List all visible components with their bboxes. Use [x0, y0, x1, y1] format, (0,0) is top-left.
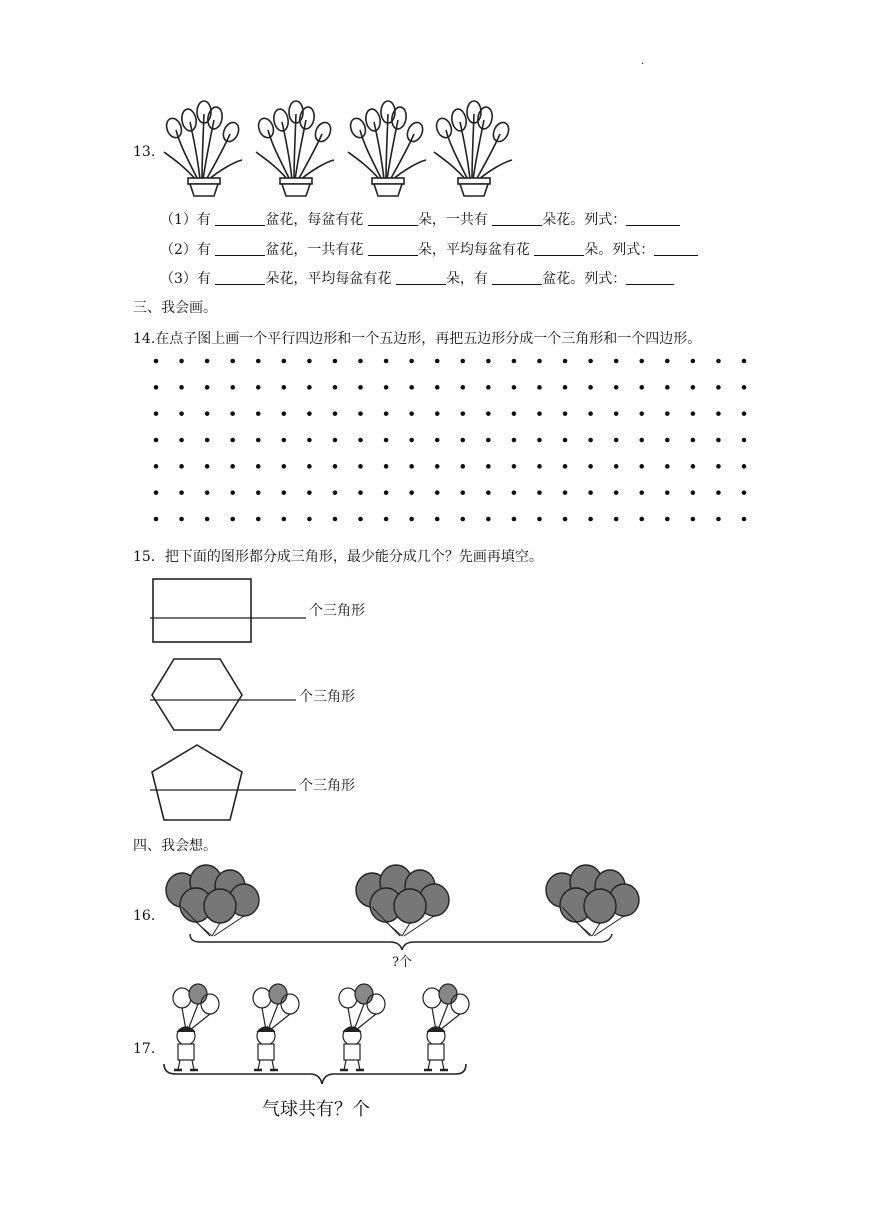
grid-dot[interactable]: [512, 517, 517, 522]
grid-dot[interactable]: [358, 517, 363, 522]
grid-dot[interactable]: [409, 490, 414, 495]
blank[interactable]: [368, 241, 418, 256]
grid-dot[interactable]: [742, 411, 747, 416]
grid-dot[interactable]: [691, 385, 696, 390]
grid-dot[interactable]: [435, 490, 440, 495]
grid-dot[interactable]: [742, 385, 747, 390]
blank[interactable]: [626, 270, 674, 285]
grid-dot[interactable]: [256, 359, 261, 364]
grid-dot[interactable]: [716, 438, 721, 443]
q15-text: 15．把下面的图形都分成三角形，最少能分成几个？先画再填空。: [133, 549, 543, 565]
grid-dot[interactable]: [409, 517, 414, 522]
grid-dot[interactable]: [563, 411, 568, 416]
pentagon-shape: [150, 742, 300, 826]
grid-dot[interactable]: [333, 411, 338, 416]
grid-dot[interactable]: [435, 517, 440, 522]
grid-dot[interactable]: [205, 517, 210, 522]
grid-dot[interactable]: [230, 411, 235, 416]
grid-dot[interactable]: [409, 438, 414, 443]
grid-dot[interactable]: [307, 385, 312, 390]
grid-dot[interactable]: [512, 490, 517, 495]
grid-dot[interactable]: [716, 359, 721, 364]
grid-dot[interactable]: [486, 438, 491, 443]
blank[interactable]: [396, 270, 446, 285]
grid-dot[interactable]: [742, 438, 747, 443]
grid-dot[interactable]: [409, 464, 414, 469]
grid-dot[interactable]: [742, 517, 747, 522]
grid-dot[interactable]: [307, 490, 312, 495]
grid-dot[interactable]: [537, 359, 542, 364]
grid-dot[interactable]: [691, 517, 696, 522]
grid-dot[interactable]: [358, 490, 363, 495]
grid-dot[interactable]: [588, 517, 593, 522]
grid-dot[interactable]: [563, 490, 568, 495]
grid-dot[interactable]: [333, 517, 338, 522]
grid-dot[interactable]: [537, 411, 542, 416]
section-3-heading: 三、我会画。: [133, 300, 217, 316]
grid-dot[interactable]: [614, 359, 619, 364]
grid-dot[interactable]: [435, 359, 440, 364]
grid-dot[interactable]: [460, 517, 465, 522]
q13-line-1: （1）有 盆花，每盆有花 朵，一共有 朵花。列式：: [160, 209, 680, 229]
grid-dot[interactable]: [230, 464, 235, 469]
q17-brace-label: 气球共有？个: [262, 1099, 370, 1120]
grid-dot[interactable]: [665, 411, 670, 416]
page-dot: .: [641, 56, 645, 67]
grid-dot[interactable]: [512, 464, 517, 469]
grid-dot[interactable]: [716, 385, 721, 390]
rectangle-shape: [150, 576, 310, 644]
grid-dot[interactable]: [665, 490, 670, 495]
grid-dot[interactable]: [358, 359, 363, 364]
grid-dot[interactable]: [282, 517, 287, 522]
grid-dot[interactable]: [614, 411, 619, 416]
grid-dot[interactable]: [665, 385, 670, 390]
grid-dot[interactable]: [333, 490, 338, 495]
q14-text: 14.在点子图上画一个平行四边形和一个五边形，再把五边形分成一个三角形和一个四边形。: [133, 331, 702, 347]
grid-dot[interactable]: [460, 464, 465, 469]
grid-dot[interactable]: [435, 385, 440, 390]
grid-dot[interactable]: [460, 411, 465, 416]
grid-dot[interactable]: [230, 517, 235, 522]
blank[interactable]: [215, 270, 265, 285]
grid-dot[interactable]: [282, 359, 287, 364]
grid-dot[interactable]: [384, 359, 389, 364]
grid-dot[interactable]: [537, 490, 542, 495]
q13-line-2: （2）有 盆花，一共有花 朵，平均每盆有花 朵。列式：: [160, 239, 698, 259]
grid-dot[interactable]: [563, 385, 568, 390]
grid-dot[interactable]: [256, 490, 261, 495]
grid-dot[interactable]: [614, 464, 619, 469]
grid-dot[interactable]: [307, 517, 312, 522]
grid-dot[interactable]: [435, 411, 440, 416]
grid-dot[interactable]: [588, 490, 593, 495]
blank[interactable]: [215, 211, 265, 226]
grid-dot[interactable]: [716, 517, 721, 522]
grid-dot[interactable]: [742, 464, 747, 469]
grid-dot[interactable]: [409, 359, 414, 364]
grid-dot[interactable]: [333, 385, 338, 390]
grid-dot[interactable]: [179, 517, 184, 522]
flower-pots-image: [158, 100, 518, 198]
grid-dot[interactable]: [282, 438, 287, 443]
grid-dot[interactable]: [716, 490, 721, 495]
blank[interactable]: [534, 241, 584, 256]
grid-dot[interactable]: [563, 359, 568, 364]
grid-dot[interactable]: [333, 438, 338, 443]
grid-dot[interactable]: [691, 411, 696, 416]
grid-dot[interactable]: [256, 464, 261, 469]
grid-dot[interactable]: [230, 359, 235, 364]
section-4-heading: 四、我会想。: [133, 838, 217, 854]
grid-dot[interactable]: [384, 490, 389, 495]
grid-dot[interactable]: [282, 490, 287, 495]
grid-dot[interactable]: [205, 385, 210, 390]
q15-hex-label: 个三角形: [299, 689, 355, 705]
grid-dot[interactable]: [282, 411, 287, 416]
grid-dot[interactable]: [512, 385, 517, 390]
grid-dot[interactable]: [307, 438, 312, 443]
grid-dot[interactable]: [460, 385, 465, 390]
blank[interactable]: [492, 211, 542, 226]
grid-dot[interactable]: [742, 359, 747, 364]
q16-number: 16.: [133, 908, 156, 924]
grid-dot[interactable]: [537, 517, 542, 522]
grid-dot[interactable]: [639, 359, 644, 364]
grid-dot[interactable]: [588, 464, 593, 469]
grid-dot[interactable]: [154, 490, 159, 495]
children-balloons-image: [160, 980, 480, 1090]
grid-dot[interactable]: [460, 359, 465, 364]
grid-dot[interactable]: [179, 359, 184, 364]
grid-dot[interactable]: [409, 411, 414, 416]
grid-dot[interactable]: [716, 411, 721, 416]
grid-dot[interactable]: [614, 490, 619, 495]
grid-dot[interactable]: [691, 438, 696, 443]
grid-dot[interactable]: [282, 385, 287, 390]
grid-dot[interactable]: [486, 490, 491, 495]
grid-dot[interactable]: [230, 438, 235, 443]
grid-dot[interactable]: [384, 438, 389, 443]
grid-dot[interactable]: [333, 464, 338, 469]
grid-dot[interactable]: [639, 490, 644, 495]
grid-dot[interactable]: [205, 438, 210, 443]
grid-dot[interactable]: [588, 438, 593, 443]
grid-dot[interactable]: [639, 385, 644, 390]
grid-dot[interactable]: [563, 438, 568, 443]
grid-dot[interactable]: [435, 438, 440, 443]
grid-dot[interactable]: [614, 385, 619, 390]
grid-dot[interactable]: [435, 464, 440, 469]
blank[interactable]: [492, 270, 542, 285]
balloon-groups-image: [160, 860, 650, 960]
grid-dot[interactable]: [154, 464, 159, 469]
grid-dot[interactable]: [665, 438, 670, 443]
grid-dot[interactable]: [384, 517, 389, 522]
grid-dot[interactable]: [179, 464, 184, 469]
grid-dot[interactable]: [665, 359, 670, 364]
grid-dot[interactable]: [588, 411, 593, 416]
grid-dot[interactable]: [716, 464, 721, 469]
grid-dot[interactable]: [307, 464, 312, 469]
grid-dot[interactable]: [639, 411, 644, 416]
grid-dot[interactable]: [563, 517, 568, 522]
grid-dot[interactable]: [512, 438, 517, 443]
grid-dot[interactable]: [639, 464, 644, 469]
grid-dot[interactable]: [639, 438, 644, 443]
grid-dot[interactable]: [639, 517, 644, 522]
grid-dot[interactable]: [205, 411, 210, 416]
grid-dot[interactable]: [282, 464, 287, 469]
grid-dot[interactable]: [256, 438, 261, 443]
grid-dot[interactable]: [358, 411, 363, 416]
grid-dot[interactable]: [179, 411, 184, 416]
grid-dot[interactable]: [614, 517, 619, 522]
grid-dot[interactable]: [256, 411, 261, 416]
grid-dot[interactable]: [691, 359, 696, 364]
grid-dot[interactable]: [179, 385, 184, 390]
grid-dot[interactable]: [205, 464, 210, 469]
blank[interactable]: [626, 211, 680, 226]
grid-dot[interactable]: [588, 359, 593, 364]
grid-dot[interactable]: [256, 385, 261, 390]
grid-dot[interactable]: [205, 490, 210, 495]
grid-dot[interactable]: [460, 438, 465, 443]
blank[interactable]: [654, 241, 698, 256]
grid-dot[interactable]: [563, 464, 568, 469]
grid-dot[interactable]: [358, 438, 363, 443]
grid-dot[interactable]: [384, 411, 389, 416]
dot-grid[interactable]: [150, 355, 756, 535]
grid-dot[interactable]: [230, 490, 235, 495]
grid-dot[interactable]: [256, 517, 261, 522]
grid-dot[interactable]: [154, 438, 159, 443]
grid-dot[interactable]: [307, 359, 312, 364]
blank[interactable]: [368, 211, 418, 226]
q15-pent-label: 个三角形: [299, 778, 355, 794]
grid-dot[interactable]: [665, 464, 670, 469]
q13-line-3: （3）有 朵花，平均每盆有花 朵，有 盆花。列式：: [160, 268, 674, 288]
grid-dot[interactable]: [742, 490, 747, 495]
grid-dot[interactable]: [537, 385, 542, 390]
grid-dot[interactable]: [154, 385, 159, 390]
grid-dot[interactable]: [512, 359, 517, 364]
grid-dot[interactable]: [460, 490, 465, 495]
grid-dot[interactable]: [691, 490, 696, 495]
grid-dot[interactable]: [358, 464, 363, 469]
grid-dot[interactable]: [665, 517, 670, 522]
grid-dot[interactable]: [486, 517, 491, 522]
grid-dot[interactable]: [384, 385, 389, 390]
grid-dot[interactable]: [512, 411, 517, 416]
grid-dot[interactable]: [205, 359, 210, 364]
grid-dot[interactable]: [486, 359, 491, 364]
q16-brace-label: ?个: [392, 955, 412, 970]
grid-dot[interactable]: [588, 385, 593, 390]
grid-dot[interactable]: [486, 411, 491, 416]
hexagon-shape: [150, 656, 300, 736]
blank[interactable]: [215, 241, 265, 256]
grid-dot[interactable]: [614, 438, 619, 443]
grid-dot[interactable]: [691, 464, 696, 469]
grid-dot[interactable]: [537, 464, 542, 469]
grid-dot[interactable]: [333, 359, 338, 364]
grid-dot[interactable]: [409, 385, 414, 390]
grid-dot[interactable]: [179, 438, 184, 443]
grid-dot[interactable]: [537, 438, 542, 443]
grid-dot[interactable]: [486, 464, 491, 469]
grid-dot[interactable]: [179, 490, 184, 495]
grid-dot[interactable]: [384, 464, 389, 469]
q15-rect-label: 个三角形: [309, 603, 365, 619]
grid-dot[interactable]: [154, 517, 159, 522]
grid-dot[interactable]: [486, 385, 491, 390]
grid-dot[interactable]: [154, 359, 159, 364]
grid-dot[interactable]: [230, 385, 235, 390]
grid-dot[interactable]: [154, 411, 159, 416]
q13-number: 13.: [133, 144, 156, 160]
grid-dot[interactable]: [358, 385, 363, 390]
q17-number: 17.: [133, 1041, 156, 1057]
grid-dot[interactable]: [307, 411, 312, 416]
